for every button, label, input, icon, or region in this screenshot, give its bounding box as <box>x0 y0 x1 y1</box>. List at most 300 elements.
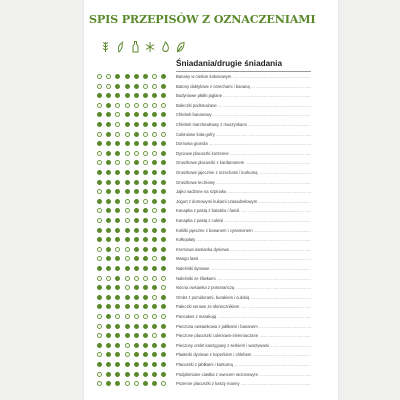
recipe-name: Omlet z pomidorami, burakiem i cukinią ..... <box>176 293 311 302</box>
marker-dot-empty <box>97 314 102 319</box>
marker-dot-filled <box>152 381 157 386</box>
marker-dot-empty <box>115 160 120 165</box>
marker-dot-empty <box>125 352 130 357</box>
marker-dot-empty <box>143 132 148 137</box>
marker-dot-filled <box>161 304 166 309</box>
marker-dot-filled <box>115 324 120 329</box>
recipe-row <box>84 341 338 351</box>
marker-dot-filled <box>106 151 111 156</box>
marker-dot-filled <box>106 199 111 204</box>
recipe-row <box>84 264 338 274</box>
marker-dot-filled <box>161 151 166 156</box>
marker-dot-filled <box>134 343 139 348</box>
marker-dot-filled <box>134 141 139 146</box>
recipe-name: Bułeczki podsmażane ..... <box>176 101 311 110</box>
marker-dot-empty <box>125 256 130 261</box>
recipe-name: Chlebek bananowy ..... <box>176 110 311 119</box>
marker-dot-empty <box>97 352 102 357</box>
marker-dot-filled <box>125 333 130 338</box>
marker-dot-filled <box>125 295 130 300</box>
marker-dot-empty <box>97 381 102 386</box>
marker-dot-filled <box>134 189 139 194</box>
marker-dot-filled <box>134 266 139 271</box>
marker-dot-filled <box>134 295 139 300</box>
recipe-row <box>84 110 338 120</box>
marker-dot-filled <box>125 237 130 242</box>
recipe-name: Naleśniki dyniowe ..... <box>176 264 311 273</box>
marker-dot-filled <box>161 93 166 98</box>
marker-dot-filled <box>115 333 120 338</box>
recipe-row <box>84 158 338 168</box>
marker-dot-filled <box>115 285 120 290</box>
page-title: SPIS PRZEPISÓW Z OZNACZENIAMI <box>89 12 316 26</box>
marker-dot-filled <box>143 372 148 377</box>
recipe-row <box>84 197 338 207</box>
marker-dot-filled <box>161 324 166 329</box>
marker-dot-filled <box>106 122 111 127</box>
marker-dot-filled <box>152 199 157 204</box>
marker-dot-filled <box>97 199 102 204</box>
recipe-row <box>84 101 338 111</box>
marker-dot-filled <box>161 228 166 233</box>
marker-dot-empty <box>97 372 102 377</box>
marker-dot-filled <box>106 343 111 348</box>
marker-dot-filled <box>143 266 148 271</box>
marker-dot-filled <box>143 333 148 338</box>
marker-dot-filled <box>152 112 157 117</box>
recipe-row <box>84 139 338 149</box>
marker-dot-filled <box>97 112 102 117</box>
marker-dot-filled <box>125 180 130 185</box>
marker-dot-filled <box>152 93 157 98</box>
marker-dot-empty <box>97 189 102 194</box>
marker-dot-filled <box>161 74 166 79</box>
marker-dot-filled <box>97 266 102 271</box>
marker-dot-empty <box>125 151 130 156</box>
marker-dot-filled <box>143 228 148 233</box>
marker-dot-empty <box>161 381 166 386</box>
marker-dot-filled <box>152 189 157 194</box>
marker-dot-filled <box>152 122 157 127</box>
marker-dot-filled <box>152 324 157 329</box>
recipe-name: Gruszkowe leczkowy ..... <box>176 178 311 187</box>
recipe-name: Kanapka z pastą z cukinii ..... <box>176 216 311 225</box>
marker-dot-filled <box>134 160 139 165</box>
recipe-name: Chlebek marchewkowy z muszynkami ..... <box>176 120 311 129</box>
recipe-row <box>84 168 338 178</box>
marker-dot-filled <box>134 304 139 309</box>
wheat-icon <box>100 41 110 56</box>
recipe-row <box>84 216 338 226</box>
marker-dot-filled <box>161 372 166 377</box>
marker-dot-filled <box>97 362 102 367</box>
recipe-row <box>84 274 338 284</box>
marker-dot-empty <box>152 218 157 223</box>
marker-dot-filled <box>106 170 111 175</box>
marker-dot-filled <box>143 112 148 117</box>
marker-dot-filled <box>134 352 139 357</box>
marker-dot-empty <box>115 132 120 137</box>
marker-dot-filled <box>134 74 139 79</box>
marker-dot-filled <box>115 295 120 300</box>
marker-dot-filled <box>97 93 102 98</box>
marker-dot-filled <box>106 208 111 213</box>
recipe-name: Placuszki z jabłkami i kurkumą ..... <box>176 360 311 369</box>
marker-dot-filled <box>134 199 139 204</box>
recipe-name: Pieczona owsiankowa z jabłkami i bananem ..... <box>176 322 311 331</box>
marker-dot-filled <box>134 112 139 117</box>
marker-dot-filled <box>106 103 111 108</box>
marker-dot-empty <box>143 160 148 165</box>
marker-dot-filled <box>143 170 148 175</box>
recipe-name: Batony daktylowe z orzechami i bananą ..... <box>176 82 311 91</box>
marker-dot-empty <box>134 276 139 281</box>
recipe-row <box>84 331 338 341</box>
marker-dot-filled <box>97 285 102 290</box>
marker-dot-empty <box>134 151 139 156</box>
marker-dot-filled <box>125 266 130 271</box>
marker-dot-filled <box>115 180 120 185</box>
marker-dot-empty <box>97 324 102 329</box>
recipe-row <box>84 245 338 255</box>
marker-dot-empty <box>125 285 130 290</box>
marker-dot-filled <box>143 362 148 367</box>
recipe-name: Kołkopłaty ..... <box>176 235 311 244</box>
marker-dot-filled <box>134 333 139 338</box>
marker-dot-filled <box>115 266 120 271</box>
marker-dot-filled <box>97 295 102 300</box>
marker-dot-filled <box>134 324 139 329</box>
marker-dot-filled <box>152 362 157 367</box>
marker-dot-filled <box>161 122 166 127</box>
recipe-name: Pancakes z marakują ..... <box>176 312 311 321</box>
chili-icon <box>115 41 125 56</box>
marker-dot-filled <box>161 218 166 223</box>
flame-icon <box>160 41 170 56</box>
recipe-row <box>84 302 338 312</box>
recipe-row <box>84 72 338 82</box>
recipe-row <box>84 293 338 303</box>
marker-dot-empty <box>97 276 102 281</box>
marker-dot-filled <box>106 324 111 329</box>
recipe-name: Budyniowe płatki jaglane ..... <box>176 91 311 100</box>
recipe-name: Gruszkowe jajecznie z orzechami i kurkumą ..... <box>176 168 311 177</box>
recipe-name: Podpłomiane ciastka z owocem sezonowym ..... <box>176 370 311 379</box>
marker-dot-filled <box>143 93 148 98</box>
marker-dot-filled <box>143 324 148 329</box>
marker-dot-empty <box>125 314 130 319</box>
marker-dot-filled <box>97 304 102 309</box>
recipe-name: Pieczone placuszki cukiniowo-ziemniaczane ..... <box>176 331 311 340</box>
marker-dot-filled <box>161 199 166 204</box>
marker-dot-filled <box>152 304 157 309</box>
marker-dot-filled <box>106 314 111 319</box>
marker-dot-filled <box>125 362 130 367</box>
recipe-name: Mango lassi ..... <box>176 254 311 263</box>
marker-dot-empty <box>97 84 102 89</box>
marker-dot-filled <box>106 218 111 223</box>
recipe-row <box>84 379 338 389</box>
recipe-row <box>84 312 338 322</box>
marker-dot-filled <box>115 237 120 242</box>
recipe-row <box>84 370 338 380</box>
marker-dot-filled <box>115 170 120 175</box>
marker-dot-filled <box>152 237 157 242</box>
marker-dot-filled <box>134 237 139 242</box>
marker-dot-empty <box>97 333 102 338</box>
recipe-row <box>84 149 338 159</box>
marker-dot-filled <box>143 74 148 79</box>
marker-dot-empty <box>97 103 102 108</box>
marker-dot-filled <box>125 112 130 117</box>
recipe-name: Nocna owsianka z pomarańczą ..... <box>176 283 311 292</box>
marker-dot-empty <box>134 314 139 319</box>
marker-dot-filled <box>125 189 130 194</box>
marker-dot-filled <box>161 247 166 252</box>
marker-dot-filled <box>97 170 102 175</box>
marker-dot-empty <box>115 247 120 252</box>
marker-dot-empty <box>125 132 130 137</box>
recipe-name: Kremowa owsianka dyniowa ..... <box>176 245 311 254</box>
recipe-row <box>84 206 338 216</box>
marker-dot-filled <box>143 180 148 185</box>
marker-dot-filled <box>134 180 139 185</box>
marker-dot-empty <box>134 103 139 108</box>
marker-dot-empty <box>161 132 166 137</box>
marker-dot-filled <box>97 180 102 185</box>
marker-dot-empty <box>143 314 148 319</box>
marker-dot-filled <box>161 170 166 175</box>
marker-dot-empty <box>125 208 130 213</box>
marker-dot-filled <box>106 352 111 357</box>
recipe-row <box>84 120 338 130</box>
marker-dot-filled <box>115 74 120 79</box>
marker-dot-filled <box>106 247 111 252</box>
marker-dot-filled <box>97 122 102 127</box>
marker-dot-filled <box>143 256 148 261</box>
marker-dot-filled <box>115 208 120 213</box>
marker-dot-filled <box>106 381 111 386</box>
marker-dot-filled <box>115 218 120 223</box>
marker-dot-filled <box>161 180 166 185</box>
marker-dot-filled <box>125 93 130 98</box>
marker-dot-empty <box>143 276 148 281</box>
marker-dot-filled <box>106 132 111 137</box>
recipe-row <box>84 130 338 140</box>
marker-dot-empty <box>125 103 130 108</box>
recipe-name: Pszenne placuszki z kaszy manny ..... <box>176 379 311 388</box>
recipe-row <box>84 187 338 197</box>
marker-dot-filled <box>161 160 166 165</box>
marker-dot-filled <box>115 141 120 146</box>
marker-dot-empty <box>97 151 102 156</box>
recipe-row <box>84 283 338 293</box>
marker-dot-filled <box>115 151 120 156</box>
marker-dot-filled <box>143 247 148 252</box>
marker-dot-filled <box>152 141 157 146</box>
marker-dot-empty <box>152 333 157 338</box>
recipe-name: Plasterki dyniowe z koperkiem i chlebem ..... <box>176 350 311 359</box>
marker-dot-empty <box>125 276 130 281</box>
marker-dot-filled <box>106 112 111 117</box>
marker-dot-filled <box>115 228 120 233</box>
recipe-name: Kanapka z pastą z batatów i fasoli ..... <box>176 206 311 215</box>
recipe-row <box>84 350 338 360</box>
marker-dot-filled <box>152 160 157 165</box>
recipe-row <box>84 91 338 101</box>
marker-dot-filled <box>115 199 120 204</box>
marker-dot-filled <box>143 237 148 242</box>
marker-dot-filled <box>106 285 111 290</box>
marker-dot-filled <box>106 362 111 367</box>
recipe-name: Jogurt z domowymi kukami czasadzełowym ..... <box>176 197 311 206</box>
marker-dot-filled <box>125 304 130 309</box>
recipe-name: Dyniowe placuszki korzenne ..... <box>176 149 311 158</box>
marker-dot-filled <box>134 170 139 175</box>
marker-dot-empty <box>125 199 130 204</box>
marker-dot-filled <box>115 189 120 194</box>
marker-dot-filled <box>152 352 157 357</box>
marker-dot-filled <box>115 93 120 98</box>
marker-dot-filled <box>106 228 111 233</box>
marker-dot-filled <box>161 343 166 348</box>
marker-dot-filled <box>134 122 139 127</box>
marker-dot-empty <box>152 295 157 300</box>
marker-dot-filled <box>143 304 148 309</box>
marker-dot-filled <box>115 381 120 386</box>
marker-dot-filled <box>161 237 166 242</box>
marker-dot-filled <box>143 295 148 300</box>
recipe-row <box>84 235 338 245</box>
marker-dot-empty <box>106 276 111 281</box>
recipe-row <box>84 82 338 92</box>
marker-dot-filled <box>97 237 102 242</box>
marker-dot-filled <box>134 285 139 290</box>
section-title: Śniadania/drugie śniadania <box>176 59 311 72</box>
marker-dot-empty <box>161 276 166 281</box>
marker-dot-empty <box>143 84 148 89</box>
recipe-name: Pieczony omlet kaszygowy z serkiem i warzywami ..... <box>176 341 311 350</box>
recipe-row <box>84 254 338 264</box>
recipe-name: Pałeczki serowe ze słonecznikiem ..... <box>176 302 311 311</box>
recipe-name: Cukiniowe koła-gofry ..... <box>176 130 311 139</box>
marker-dot-filled <box>125 372 130 377</box>
marker-dot-filled <box>152 343 157 348</box>
marker-dot-filled <box>134 218 139 223</box>
marker-dot-empty <box>97 218 102 223</box>
marker-dot-filled <box>161 112 166 117</box>
marker-dot-empty <box>152 74 157 79</box>
snowflake-icon <box>145 41 155 56</box>
marker-dot-filled <box>115 362 120 367</box>
marker-dot-filled <box>143 343 148 348</box>
marker-dot-filled <box>143 218 148 223</box>
marker-dot-filled <box>152 180 157 185</box>
marker-dot-filled <box>115 256 120 261</box>
marker-dot-empty <box>97 256 102 261</box>
marker-dot-filled <box>115 372 120 377</box>
marker-dot-empty <box>143 103 148 108</box>
marker-dot-empty <box>115 122 120 127</box>
recipe-name: Naleśniki ze śliwkami ..... <box>176 274 311 283</box>
marker-dot-empty <box>152 132 157 137</box>
marker-dot-empty <box>97 208 102 213</box>
marker-dot-filled <box>152 228 157 233</box>
marker-dot-empty <box>125 247 130 252</box>
marker-dot-empty <box>143 199 148 204</box>
marker-dot-empty <box>152 84 157 89</box>
marker-dot-filled <box>143 381 148 386</box>
marker-dot-filled <box>125 122 130 127</box>
marker-dot-filled <box>125 74 130 79</box>
recipe-name: Kokilki jajeczne z bananem i cynamonem ..... <box>176 226 311 235</box>
marker-dot-filled <box>134 256 139 261</box>
marker-dot-empty <box>97 132 102 137</box>
marker-dot-filled <box>143 208 148 213</box>
recipe-name: Jajko sadzone na szpinaku ..... <box>176 187 311 196</box>
marker-dot-filled <box>152 247 157 252</box>
marker-dot-filled <box>106 141 111 146</box>
marker-dot-filled <box>134 247 139 252</box>
marker-dot-filled <box>106 189 111 194</box>
marker-dot-filled <box>106 237 111 242</box>
marker-dot-filled <box>125 324 130 329</box>
marker-dot-filled <box>152 266 157 271</box>
marker-dot-filled <box>143 141 148 146</box>
marker-dot-filled <box>143 122 148 127</box>
marker-dot-filled <box>106 160 111 165</box>
marker-dot-empty <box>115 112 120 117</box>
marker-dot-empty <box>152 256 157 261</box>
marker-dot-empty <box>125 160 130 165</box>
marker-dot-empty <box>97 247 102 252</box>
marker-dot-empty <box>115 314 120 319</box>
marker-dot-filled <box>134 228 139 233</box>
marker-dot-filled <box>125 141 130 146</box>
marker-dot-empty <box>97 74 102 79</box>
marker-dot-filled <box>134 132 139 137</box>
marker-dot-filled <box>161 141 166 146</box>
recipe-row <box>84 322 338 332</box>
marker-dot-empty <box>125 381 130 386</box>
marker-dot-filled <box>134 208 139 213</box>
marker-dot-filled <box>97 228 102 233</box>
recipe-index-page <box>84 0 338 400</box>
marker-dot-filled <box>115 304 120 309</box>
marker-dot-filled <box>115 276 120 281</box>
marker-dot-filled <box>106 372 111 377</box>
marker-dot-filled <box>115 84 120 89</box>
marker-dot-filled <box>106 266 111 271</box>
marker-dot-empty <box>125 343 130 348</box>
marker-dot-empty <box>152 103 157 108</box>
marker-dot-empty <box>115 103 120 108</box>
marker-dot-empty <box>106 74 111 79</box>
marker-dot-filled <box>143 352 148 357</box>
marker-dot-filled <box>134 362 139 367</box>
marker-dot-filled <box>161 84 166 89</box>
marker-dot-filled <box>161 208 166 213</box>
marker-dot-filled <box>97 343 102 348</box>
marker-dot-filled <box>106 304 111 309</box>
bottle-icon <box>130 41 140 56</box>
marker-dot-empty <box>152 314 157 319</box>
marker-dot-filled <box>106 180 111 185</box>
recipe-row <box>84 360 338 370</box>
marker-dot-filled <box>143 285 148 290</box>
marker-dot-filled <box>161 256 166 261</box>
marker-dot-empty <box>152 276 157 281</box>
